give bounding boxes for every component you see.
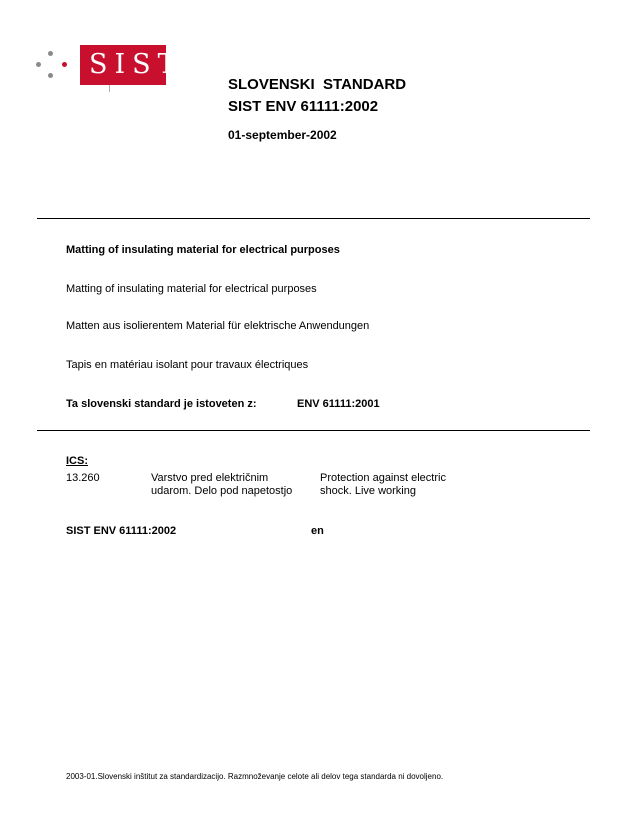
publication-date: 01-september-2002 (228, 128, 337, 142)
logo-dot-icon (48, 73, 53, 78)
reference-code: SIST ENV 61111:2002 (66, 525, 177, 537)
ics-heading: ICS: (66, 455, 88, 467)
ics-sl-line: Varstvo pred električnim (151, 472, 269, 484)
main-title: Matting of insulating material for electrical purposes (66, 244, 340, 256)
equivalence-label: Ta slovenski standard je istoveten z: (66, 398, 257, 410)
title-english: Matting of insulating material for electrical purposes (66, 283, 317, 295)
language-code: en (311, 525, 324, 537)
logo-wordmark: SIST (80, 45, 166, 85)
standard-heading: SLOVENSKI STANDARD (228, 76, 407, 93)
ics-description-slovene (151, 472, 292, 498)
title-french: Tapis en matériau isolant pour travaux électriques (66, 359, 309, 371)
standard-number: SIST ENV 61111:2002 (228, 98, 379, 115)
ics-en-line: shock. Live working (320, 485, 416, 497)
divider-top (37, 218, 590, 219)
ics-en-line: Protection against electric (320, 472, 446, 484)
equivalence-value: ENV 61111:2001 (297, 398, 380, 410)
copyright-footer: 2003-01.Slovenski inštitut za standardizacijo. Razmnoževanje celote ali delov tega standarda ni dovoljeno. (66, 772, 444, 781)
logo-dot-icon (48, 51, 53, 56)
title-german: Matten aus isolierentem Material für elektrische Anwendungen (66, 320, 370, 332)
logo-dot-icon (36, 62, 41, 67)
logo-dot-icon (62, 62, 67, 67)
logo-divider (109, 85, 110, 92)
ics-description-english (320, 472, 446, 498)
divider-bottom (37, 430, 590, 431)
ics-code: 13.260 (66, 472, 100, 484)
sist-logo (36, 45, 183, 95)
ics-sl-line: udarom. Delo pod napetostjo (151, 485, 293, 497)
